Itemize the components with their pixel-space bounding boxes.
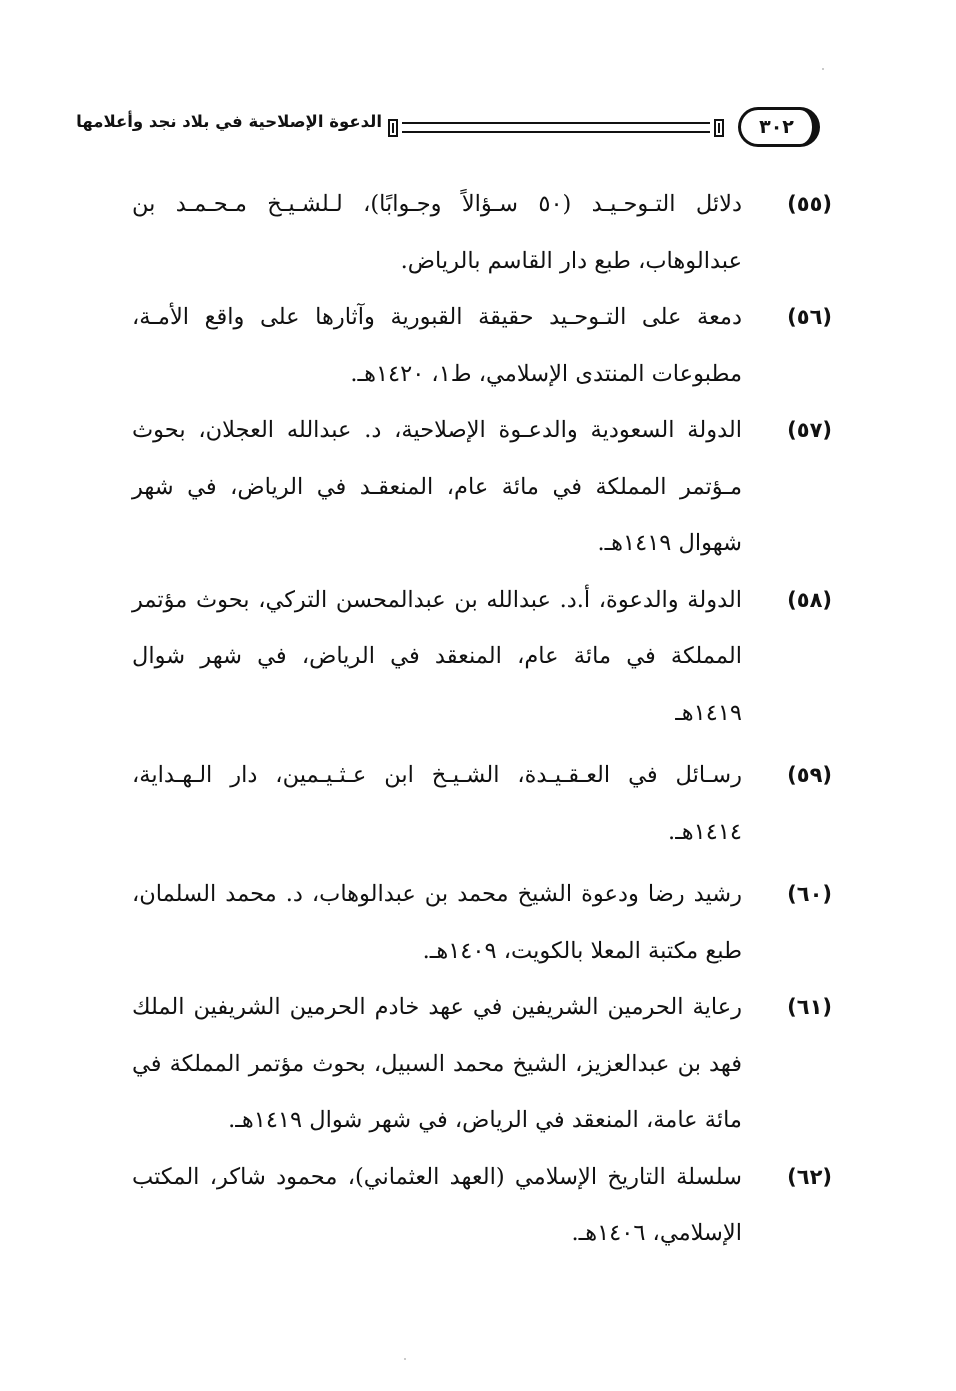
bibliography-entry [132, 747, 832, 860]
bibliography-entry [132, 176, 832, 289]
page-number-badge [738, 107, 820, 147]
entry-number: (٥٩) [787, 763, 832, 787]
entry-text: دمعة على التـوحـيد حقيقة القبورية وآثارها على واقع الأمـة، مطبوعات المنتدى الإسلامي، ط١، ١٤٢٠هـ. [132, 304, 742, 387]
entry-text: الدولة والدعوة، أ.د. عبدالله بن عبدالمحسن التركي، بحوث مؤتمر المملكة في مائة عام، المنعقد في الرياض، في شهر شوال ١٤١٩هـ [132, 586, 742, 726]
rule-line-top [402, 122, 710, 124]
bibliography-entry [132, 289, 832, 402]
entry-number: (٥٥) [787, 192, 832, 216]
entry-text: رشيد رضا ودعوة الشيخ محمد بن عبدالوهاب، د. محمد السلمان، طبع مكتبة المعلا بالكويت، ١٤٠٩هـ. [132, 881, 742, 964]
bibliography-entry [132, 572, 832, 742]
entry-text: سلسلة التاريخ الإسلامي (العهد العثماني)، محمود شاكر، المكتب الإسلامي، ١٤٠٦هـ. [132, 1163, 742, 1246]
entry-number: (٥٦) [787, 305, 832, 329]
entry-text: الدولة السعودية والدعـوة الإصلاحية، د. عبدالله العجلان، بحوث مـؤتمر المملكة في مائة عام، المنعقـد في الرياض، في شهر شهوال ١٤١٩هـ. [132, 417, 742, 556]
ornament-block-left [388, 119, 398, 137]
entry-number: (٦٢) [787, 1164, 832, 1189]
header-ornament-rule [388, 119, 724, 137]
ornament-block-right [714, 119, 724, 137]
running-title: الدعوة الإصلاحية في بلاد نجد وأعلامها [76, 112, 382, 131]
bibliography-entry [132, 402, 832, 572]
entry-number: (٥٧) [787, 418, 832, 442]
scan-speck [404, 1358, 406, 1360]
rule-line-bottom [402, 131, 710, 133]
page-number: ٣٠٢ [759, 116, 794, 138]
scan-speck [822, 68, 824, 70]
bibliography-entry [132, 979, 832, 1149]
entry-number: (٥٨) [787, 587, 832, 612]
bibliography-entry [132, 866, 832, 979]
page-header [76, 103, 820, 155]
entry-text: دلائل التـوحـيـد (٥٠ سـؤالاً وجـوابًا)، لـلشـيـخ مـحـمـد بن عبدالوهاب، طبع دار القاسم بالرياض. [132, 191, 742, 274]
entry-number: (٦٠) [787, 882, 832, 906]
bibliography-list [132, 176, 832, 1262]
entry-text: رعاية الحرمين الشريفين في عهد خادم الحرمين الشريفين الملك فهد بن عبدالعزيز، الشيخ محمد السبيل، بحوث مؤتمر المملكة في مائة عامة، المنعقد في الرياض، في شهر شوال ١٤١٩هـ. [132, 994, 742, 1133]
entry-number: (٦١) [787, 995, 832, 1019]
entry-text: رسـائل في العـقـيـدة، الشـيـخ ابن عـثـيـمين، دار الـهـداية، ١٤١٤هـ. [132, 762, 742, 845]
bibliography-entry [132, 1149, 832, 1262]
